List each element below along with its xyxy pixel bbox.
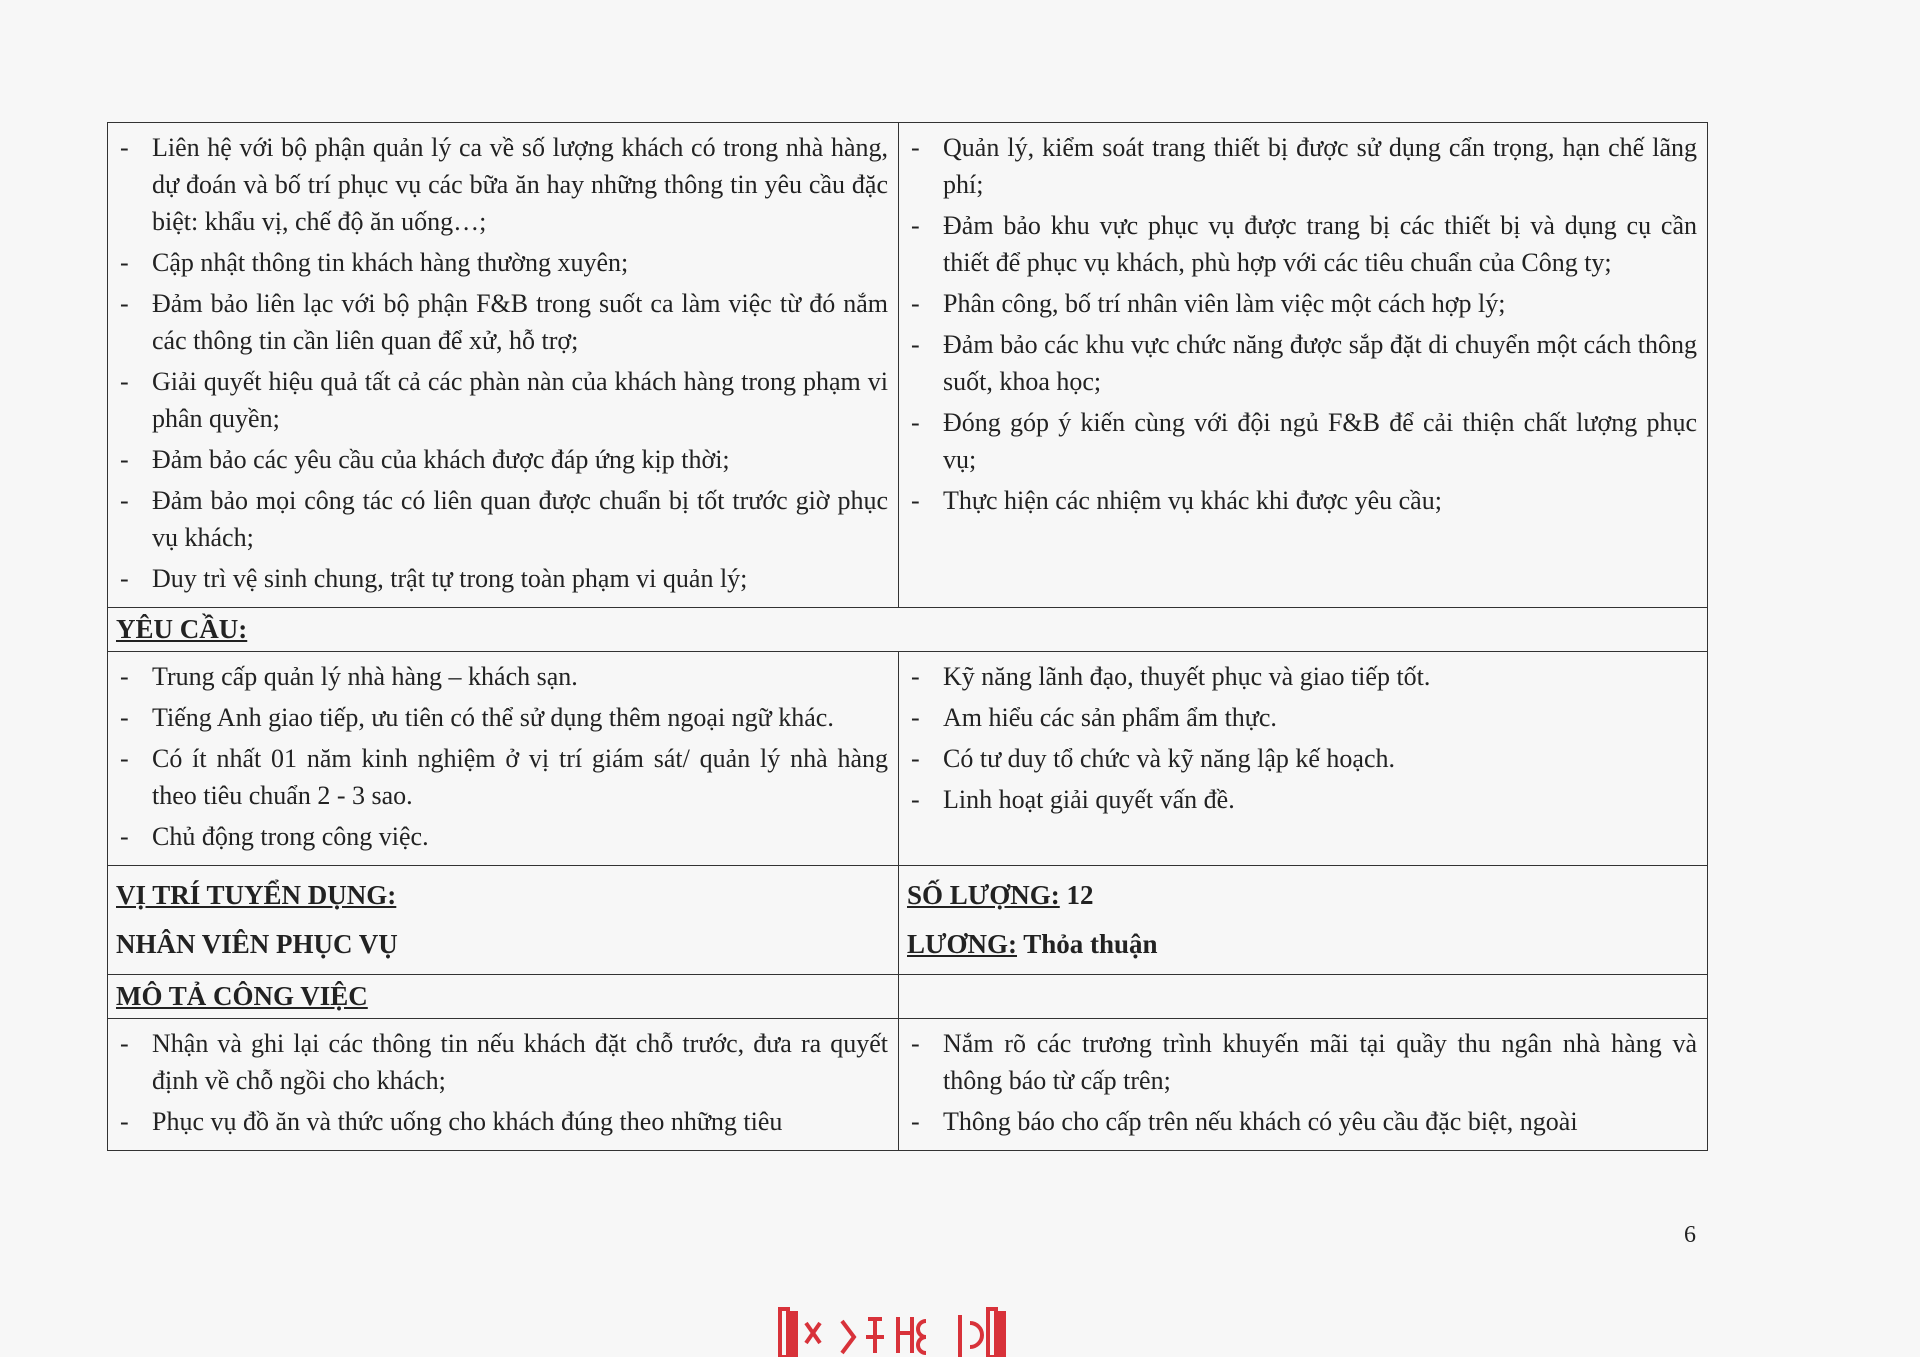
list-item: - Đóng góp ý kiến cùng với đội ngủ F&B để cải thiện chất lượng phục vụ; — [907, 404, 1697, 478]
list-item: - Cập nhật thông tin khách hàng thường xuyên; — [116, 244, 888, 281]
salary-value: Thỏa thuận — [1017, 929, 1158, 959]
list-item: - Liên hệ với bộ phận quản lý ca về số lượng khách có trong nhà hàng, dự đoán và bố trí phục vụ các bữa ăn hay những thông tin yêu cầu đặc biệt: khẩu vị, chế độ ăn uống…; — [116, 129, 888, 240]
company-stamp — [776, 1303, 1016, 1357]
duties-continued-row — [108, 123, 1708, 608]
list-item: - Trung cấp quản lý nhà hàng – khách sạn. — [116, 658, 888, 695]
job-description-left-cell — [108, 1019, 899, 1151]
list-item: - Thực hiện các nhiệm vụ khác khi được yêu cầu; — [907, 482, 1697, 519]
job-description-row — [108, 1019, 1708, 1151]
list-item: - Đảm bảo các yêu cầu của khách được đáp ứng kịp thời; — [116, 441, 888, 478]
list-item: - Thông báo cho cấp trên nếu khách có yêu cầu đặc biệt, ngoài — [907, 1103, 1697, 1140]
position-row — [108, 866, 1708, 975]
list-item: - Giải quyết hiệu quả tất cả các phàn nàn của khách hàng trong phạm vi phân quyền; — [116, 363, 888, 437]
list-item: - Quản lý, kiểm soát trang thiết bị được sử dụng cẩn trọng, hạn chế lãng phí; — [907, 129, 1697, 203]
quantity-salary-cell — [899, 866, 1708, 975]
job-table — [107, 122, 1708, 1151]
list-item: - Phục vụ đồ ăn và thức uống cho khách đúng theo những tiêu — [116, 1103, 888, 1140]
duties-right-cell — [899, 123, 1708, 608]
list-item: - Có ít nhất 01 năm kinh nghiệm ở vị trí giám sát/ quản lý nhà hàng theo tiêu chuẩn 2 - 3 sao. — [116, 740, 888, 814]
stamp-graphic — [776, 1303, 1016, 1357]
list-item: - Linh hoạt giải quyết vấn đề. — [907, 781, 1697, 818]
duties-left-list — [116, 129, 888, 597]
list-item: - Đảm bảo mọi công tác có liên quan được chuẩn bị tốt trước giờ phục vụ khách; — [116, 482, 888, 556]
requirements-left-cell — [108, 652, 899, 866]
duties-right-list — [907, 129, 1697, 519]
quantity-label: SỐ LƯỢNG: — [907, 880, 1060, 910]
list-item: - Đảm bảo liên lạc với bộ phận F&B trong suốt ca làm việc từ đó nắm các thông tin cần liên quan để xử, hỗ trợ; — [116, 285, 888, 359]
job-description-heading: MÔ TẢ CÔNG VIỆC — [108, 975, 899, 1019]
list-item: - Tiếng Anh giao tiếp, ưu tiên có thể sử dụng thêm ngoại ngữ khác. — [116, 699, 888, 736]
job-description-heading-row — [108, 975, 1708, 1019]
list-item: - Nhận và ghi lại các thông tin nếu khách đặt chỗ trước, đưa ra quyết định về chỗ ngồi cho khách; — [116, 1025, 888, 1099]
page-number: 6 — [1684, 1222, 1696, 1248]
list-item: - Có tư duy tổ chức và kỹ năng lập kế hoạch. — [907, 740, 1697, 777]
job-description-right-cell — [899, 1019, 1708, 1151]
position-cell — [108, 866, 899, 975]
list-item: - Đảm bảo khu vực phục vụ được trang bị các thiết bị và dụng cụ cần thiết để phục vụ khách, phù hợp với các tiêu chuẩn của Công ty; — [907, 207, 1697, 281]
list-item: - Nắm rõ các trương trình khuyến mãi tại quầy thu ngân nhà hàng và thông báo từ cấp trên; — [907, 1025, 1697, 1099]
job-description-right-list — [907, 1025, 1697, 1140]
job-description-left-list — [116, 1025, 888, 1140]
quantity-line — [907, 880, 1697, 911]
list-item: - Đảm bảo các khu vực chức năng được sắp đặt di chuyển một cách thông suốt, khoa học; — [907, 326, 1697, 400]
list-item: - Duy trì vệ sinh chung, trật tự trong toàn phạm vi quản lý; — [116, 560, 888, 597]
requirements-row — [108, 652, 1708, 866]
list-item: - Am hiểu các sản phẩm ẩm thực. — [907, 699, 1697, 736]
list-item: - Phân công, bố trí nhân viên làm việc một cách hợp lý; — [907, 285, 1697, 322]
requirements-heading-row — [108, 608, 1708, 652]
salary-line — [907, 929, 1697, 960]
list-item: - Chủ động trong công việc. — [116, 818, 888, 855]
requirements-heading: YÊU CẦU: — [108, 608, 1708, 652]
requirements-right-cell — [899, 652, 1708, 866]
requirements-left-list — [116, 658, 888, 855]
requirements-right-list — [907, 658, 1697, 818]
quantity-value: 12 — [1059, 880, 1094, 910]
position-label: VỊ TRÍ TUYỂN DỤNG: — [116, 880, 397, 910]
empty-heading-cell — [899, 975, 1708, 1019]
salary-label: LƯƠNG: — [907, 929, 1017, 959]
duties-left-cell — [108, 123, 899, 608]
position-title: NHÂN VIÊN PHỤC VỤ — [116, 929, 398, 959]
list-item: - Kỹ năng lãnh đạo, thuyết phục và giao tiếp tốt. — [907, 658, 1697, 695]
